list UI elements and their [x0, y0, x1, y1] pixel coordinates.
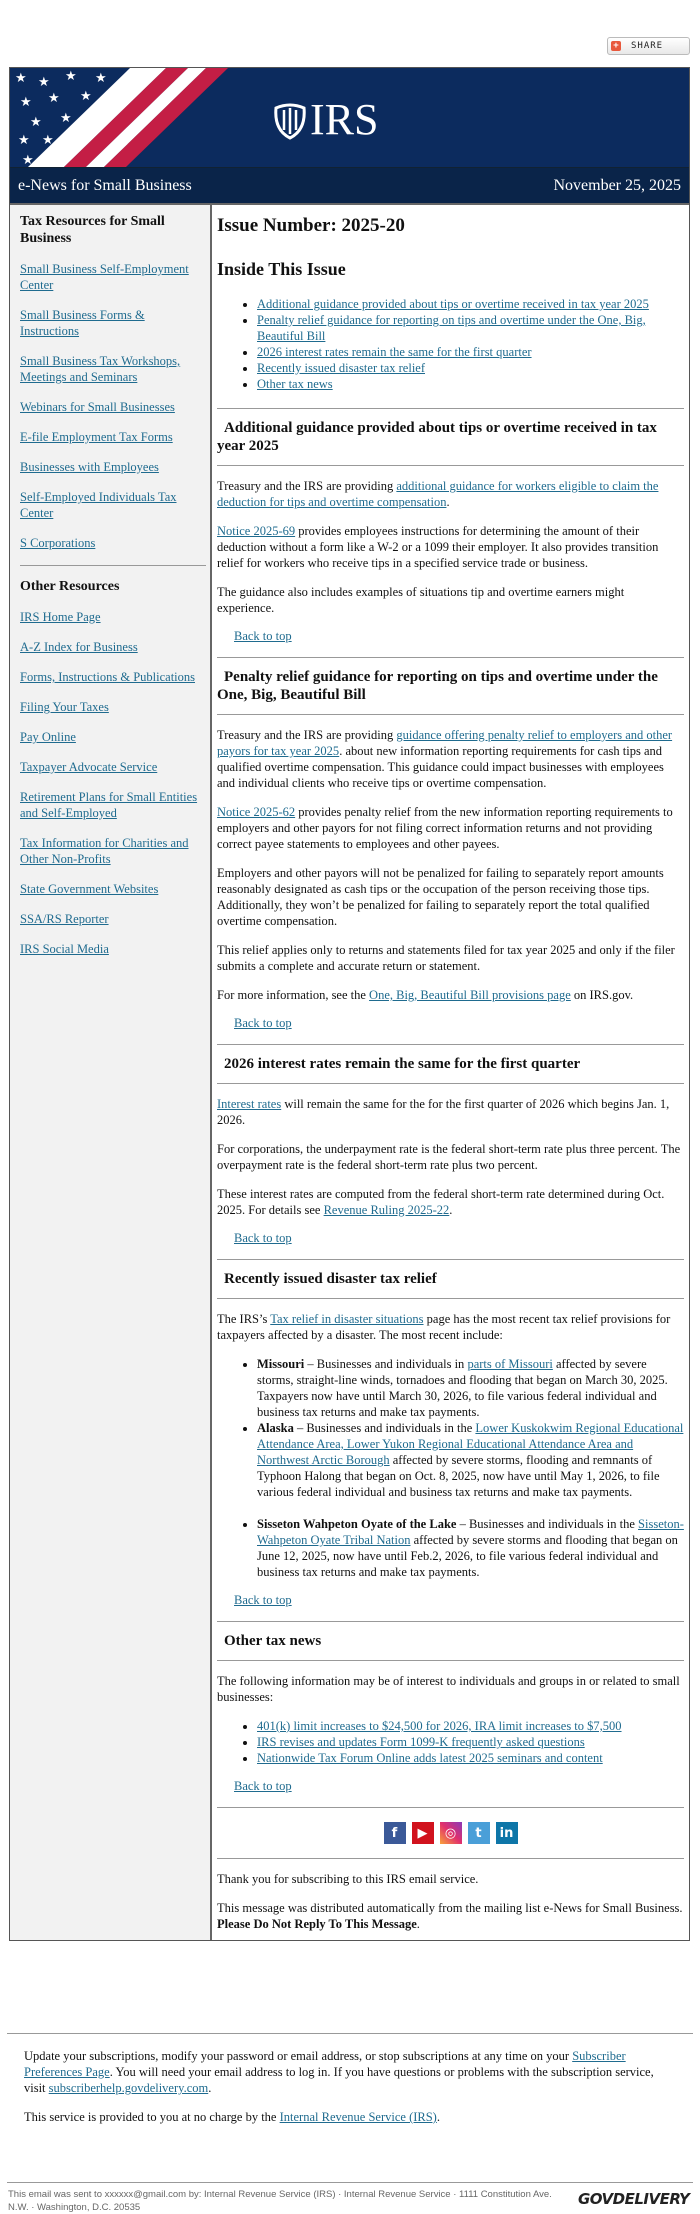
instagram-icon[interactable]: ◎ — [440, 1822, 462, 1844]
other-news-list — [217, 1718, 684, 1766]
section-heading: 2026 interest rates remain the same for the first quarter — [224, 1056, 581, 1072]
sidebar-link[interactable]: SSA/RS Reporter — [20, 912, 109, 926]
sidebar — [10, 205, 212, 1940]
divider — [217, 408, 684, 409]
paragraph: Treasury and the IRS are providing additional guidance for workers eligible to claim the deduction for tips and overtime compensation. — [217, 479, 659, 509]
divider — [217, 1083, 684, 1084]
news-link[interactable]: IRS revises and updates Form 1099-K frequently asked questions — [257, 1735, 585, 1749]
footer-fine-print: This email was sent to xxxxxx@gmail.com by: Internal Revenue Service (IRS) · Internal Revenue Service · 1111 Constitution Ave. N.W. · Washington, D.C. 20535 — [8, 2189, 552, 2213]
back-to-top-link[interactable]: Back to top — [234, 1779, 292, 1793]
footer — [0, 2033, 700, 2142]
facebook-icon[interactable]: f — [384, 1822, 406, 1844]
paragraph: For corporations, the underpayment rate is the federal short-term rate plus three percent. The overpayment rate is the federal short-term rate plus two percent. — [217, 1142, 681, 1172]
subscriber-help-link[interactable]: subscriberhelp.govdelivery.com — [48, 2081, 209, 2095]
linkedin-icon[interactable]: in — [496, 1822, 518, 1844]
svg-text:★: ★ — [48, 91, 60, 106]
svg-text:★: ★ — [42, 133, 54, 148]
divider — [217, 1298, 684, 1299]
divider — [217, 657, 684, 658]
govdelivery-logo: GOVDELIVERY — [578, 2190, 690, 2208]
section-heading: Other tax news — [224, 1633, 322, 1649]
sidebar-link[interactable]: Small Business Self-Employment Center — [20, 262, 189, 292]
paragraph: Notice 2025-69 provides employees instructions for determining the amount of their deduction without a form like a W-2 or a 1099 their employer. It also provides transition relief for workers who receive tips in a specified service trade or business. — [217, 524, 659, 570]
back-to-top-link[interactable]: Back to top — [234, 629, 292, 643]
plus-icon: + — [611, 41, 621, 51]
sidebar-link[interactable]: Pay Online — [20, 730, 76, 744]
disaster-list — [217, 1356, 684, 1580]
news-link[interactable]: Nationwide Tax Forum Online adds latest 2025 seminars and content — [257, 1751, 603, 1765]
area-link[interactable]: Lower Kuskokwim Regional Educational Attendance Area, Lower Yukon Regional Educational Attendance Area and Northwest Arctic Borough — [257, 1421, 684, 1467]
svg-text:★: ★ — [80, 89, 92, 104]
sidebar-link[interactable]: Tax Information for Charities and Other Non-Profits — [20, 836, 189, 866]
sidebar-link[interactable]: Forms, Instructions & Publications — [20, 670, 195, 684]
notice-link[interactable]: Notice 2025-69 — [217, 524, 296, 538]
paragraph: Treasury and the IRS are providing guidance offering penalty relief to employers and other payors for tax year 2025. about new information reporting requirements for cash tips and qualified overtime compensation. This guidance could impact businesses with employees and individual clients who receive tips or overtime compensation. — [217, 728, 673, 790]
svg-text:★: ★ — [20, 95, 32, 110]
svg-text:★: ★ — [38, 75, 50, 90]
share-button[interactable]: + SHARE — [607, 37, 690, 55]
revenue-ruling-link[interactable]: Revenue Ruling 2025-22 — [323, 1203, 450, 1217]
toc-link[interactable]: Additional guidance provided about tips or overtime received in tax year 2025 — [257, 297, 649, 311]
sidebar-link[interactable]: S Corporations — [20, 536, 96, 550]
divider — [217, 1044, 684, 1045]
header-banner — [10, 68, 689, 167]
sidebar-link[interactable]: Businesses with Employees — [20, 460, 159, 474]
paragraph: Employers and other payors will not be penalized for failing to separately report amounts reasonably designated as cash tips or the occupation of the person receiving those tips. Additionally, they won’t be penalized for failing to separately report the total qualified overtime compensation. — [217, 866, 664, 928]
paragraph: Notice 2025-62 provides penalty relief from the new information reporting requirements to employers and other payors for not filing correct information returns and not providing correct payee statements to employees and other payees. — [217, 805, 673, 851]
toc-link[interactable]: Penalty relief guidance for reporting on tips and overtime under the One, Big, Beautiful Bill — [257, 313, 646, 343]
svg-text:★: ★ — [60, 111, 72, 126]
section-heading: Recently issued disaster tax relief — [224, 1271, 437, 1287]
svg-text:★: ★ — [30, 115, 42, 130]
disaster-relief-link[interactable]: Tax relief in disaster situations — [270, 1312, 424, 1326]
area-link[interactable]: parts of Missouri — [467, 1357, 553, 1371]
svg-text:★: ★ — [15, 71, 27, 86]
newsletter-container — [9, 67, 690, 1941]
sidebar-link[interactable]: Taxpayer Advocate Service — [20, 760, 158, 774]
divider — [217, 1621, 684, 1622]
list-item: • Missouri – Businesses and individuals in parts of Missouri affected by severe storms, straight-line winds, tornadoes and flooding that began on March 30, 2025. Taxpayers now have until March 30, 2026, to file various federal individual and business tax returns and make tax payments. — [257, 1356, 684, 1420]
section-heading: Penalty relief guidance for reporting on tips and overtime under the One, Big, Beautiful Bill — [217, 669, 658, 703]
toc-link[interactable]: Other tax news — [257, 377, 333, 391]
sidebar-link[interactable]: E-file Employment Tax Forms — [20, 430, 173, 444]
sidebar-link[interactable]: A-Z Index for Business — [20, 640, 138, 654]
paragraph: This relief applies only to returns and statements filed for tax year 2025 and only if the filer submits a complete and accurate return or statement. — [217, 943, 675, 973]
sidebar-link[interactable]: Self-Employed Individuals Tax Center — [20, 490, 177, 520]
issue-number: Issue Number: 2025-20 — [217, 215, 405, 236]
divider — [217, 1259, 684, 1260]
area-link[interactable]: Sisseton-Wahpeton Oyate Tribal Nation — [257, 1517, 684, 1547]
social-links — [217, 1808, 684, 1858]
distribution-notice: This message was distributed automatically from the mailing list e-News for Small Business. Please Do Not Reply To This Message. — [217, 1901, 683, 1931]
header-subbar — [10, 167, 689, 203]
guidance-link[interactable]: additional guidance for workers eligible to claim the deduction for tips and overtime compensation — [217, 479, 659, 509]
back-to-top-link[interactable]: Back to top — [234, 1593, 292, 1607]
footer-divider — [7, 2182, 693, 2183]
paragraph: The IRS’s Tax relief in disaster situations page has the most recent tax relief provisions for taxpayers affected by a disaster. The most recent include: — [217, 1312, 671, 1342]
issue-date: November 25, 2025 — [553, 176, 681, 194]
notice-link[interactable]: Notice 2025-62 — [217, 805, 296, 819]
flag-graphic-icon — [10, 68, 230, 167]
section-heading: Additional guidance provided about tips or overtime received in tax year 2025 — [217, 420, 657, 454]
back-to-top-link[interactable]: Back to top — [234, 1016, 292, 1030]
svg-text:★: ★ — [22, 153, 34, 167]
paragraph: Interest rates will remain the same for the for the first quarter of 2026 which begins Jan. 1, 2026. — [217, 1097, 670, 1127]
guidance-link[interactable]: guidance offering penalty relief to employers and other payors for tax year 2025 — [217, 728, 673, 758]
paragraph: These interest rates are computed from the federal short-term rate determined during Oct. 2025. For details see Revenue Ruling 2025-22. — [217, 1187, 665, 1217]
back-to-top-link[interactable]: Back to top — [234, 1231, 292, 1245]
sidebar-link[interactable]: State Government Websites — [20, 882, 159, 896]
list-item: • Alaska – Businesses and individuals in the Lower Kuskokwim Regional Educational Attendance Area, Lower Yukon Regional Educational Attendance Area and Northwest Arctic Borough affected by severe storms, flooding and remnants of Typhoon Halong that began on Oct. 8, 2025, now have until May 1, 2026, to file various federal individual and business tax returns and make tax payments. — [257, 1420, 684, 1516]
footer-subscription-text: Update your subscriptions, modify your password or email address, or stop subscriptions at any time on your Subscriber Preferences Page. You will need your email address to log in. If you have questions or problems with the subscription service, visit subscriberhelp.govdelivery.com. — [24, 2049, 654, 2095]
youtube-icon[interactable]: ▶ — [412, 1822, 434, 1844]
sidebar-title-tax-resources: Tax Resources for Small Business — [20, 214, 165, 246]
newsletter-name: e-News for Small Business — [18, 176, 192, 194]
footer-service-text: This service is provided to you at no charge by the Internal Revenue Service (IRS). — [24, 2110, 440, 2124]
svg-text:★: ★ — [95, 71, 107, 86]
sidebar-link[interactable]: Webinars for Small Businesses — [20, 400, 175, 414]
subscriber-preferences-link[interactable]: Subscriber Preferences Page — [24, 2049, 626, 2079]
divider — [217, 1660, 684, 1661]
sidebar-link[interactable]: Filing Your Taxes — [20, 700, 109, 714]
divider — [217, 465, 684, 466]
irs-eagle-icon — [272, 100, 308, 140]
divider — [217, 1858, 684, 1859]
svg-text:★: ★ — [65, 69, 77, 84]
twitter-icon[interactable]: t — [468, 1822, 490, 1844]
sidebar-link[interactable]: Small Business Tax Workshops, Meetings and Seminars — [20, 354, 181, 384]
interest-rates-link[interactable]: Interest rates — [217, 1097, 282, 1111]
sidebar-link[interactable]: Small Business Forms & Instructions — [20, 308, 145, 338]
obbb-provisions-link[interactable]: One, Big, Beautiful Bill provisions page — [369, 988, 571, 1002]
irs-link[interactable]: Internal Revenue Service (IRS) — [279, 2110, 437, 2124]
irs-logo: IRS — [272, 98, 378, 142]
sidebar-link[interactable]: IRS Home Page — [20, 610, 101, 624]
list-item: • Sisseton Wahpeton Oyate of the Lake – Businesses and individuals in the Sisseton-Wahpeton Oyate Tribal Nation affected by severe storms and flooding that began on June 12, 2025, now have until Feb.2, 2026, to file various federal individual and business tax returns and make tax payments. — [257, 1516, 684, 1580]
svg-text:★: ★ — [18, 133, 30, 148]
toc-link[interactable]: 2026 interest rates remain the same for the first quarter — [257, 345, 532, 359]
toc-link[interactable]: Recently issued disaster tax relief — [257, 361, 425, 375]
sidebar-divider — [20, 565, 206, 566]
paragraph: For more information, see the One, Big, Beautiful Bill provisions page on IRS.gov. — [217, 988, 634, 1002]
thanks-text: Thank you for subscribing to this IRS email service. — [217, 1872, 479, 1886]
divider — [217, 714, 684, 715]
sidebar-link[interactable]: Retirement Plans for Small Entities and Self-Employed — [20, 790, 198, 820]
table-of-contents — [217, 296, 684, 392]
sidebar-link[interactable]: IRS Social Media — [20, 942, 109, 956]
paragraph: The following information may be of interest to individuals and groups in or related to small businesses: — [217, 1674, 680, 1704]
main-content — [212, 205, 689, 1940]
news-link[interactable]: 401(k) limit increases to $24,500 for 2026, IRA limit increases to $7,500 — [257, 1719, 622, 1733]
paragraph: The guidance also includes examples of situations tip and overtime earners might experience. — [217, 585, 625, 615]
inside-this-issue-title: Inside This Issue — [217, 259, 346, 279]
sidebar-title-other-resources: Other Resources — [20, 579, 120, 594]
